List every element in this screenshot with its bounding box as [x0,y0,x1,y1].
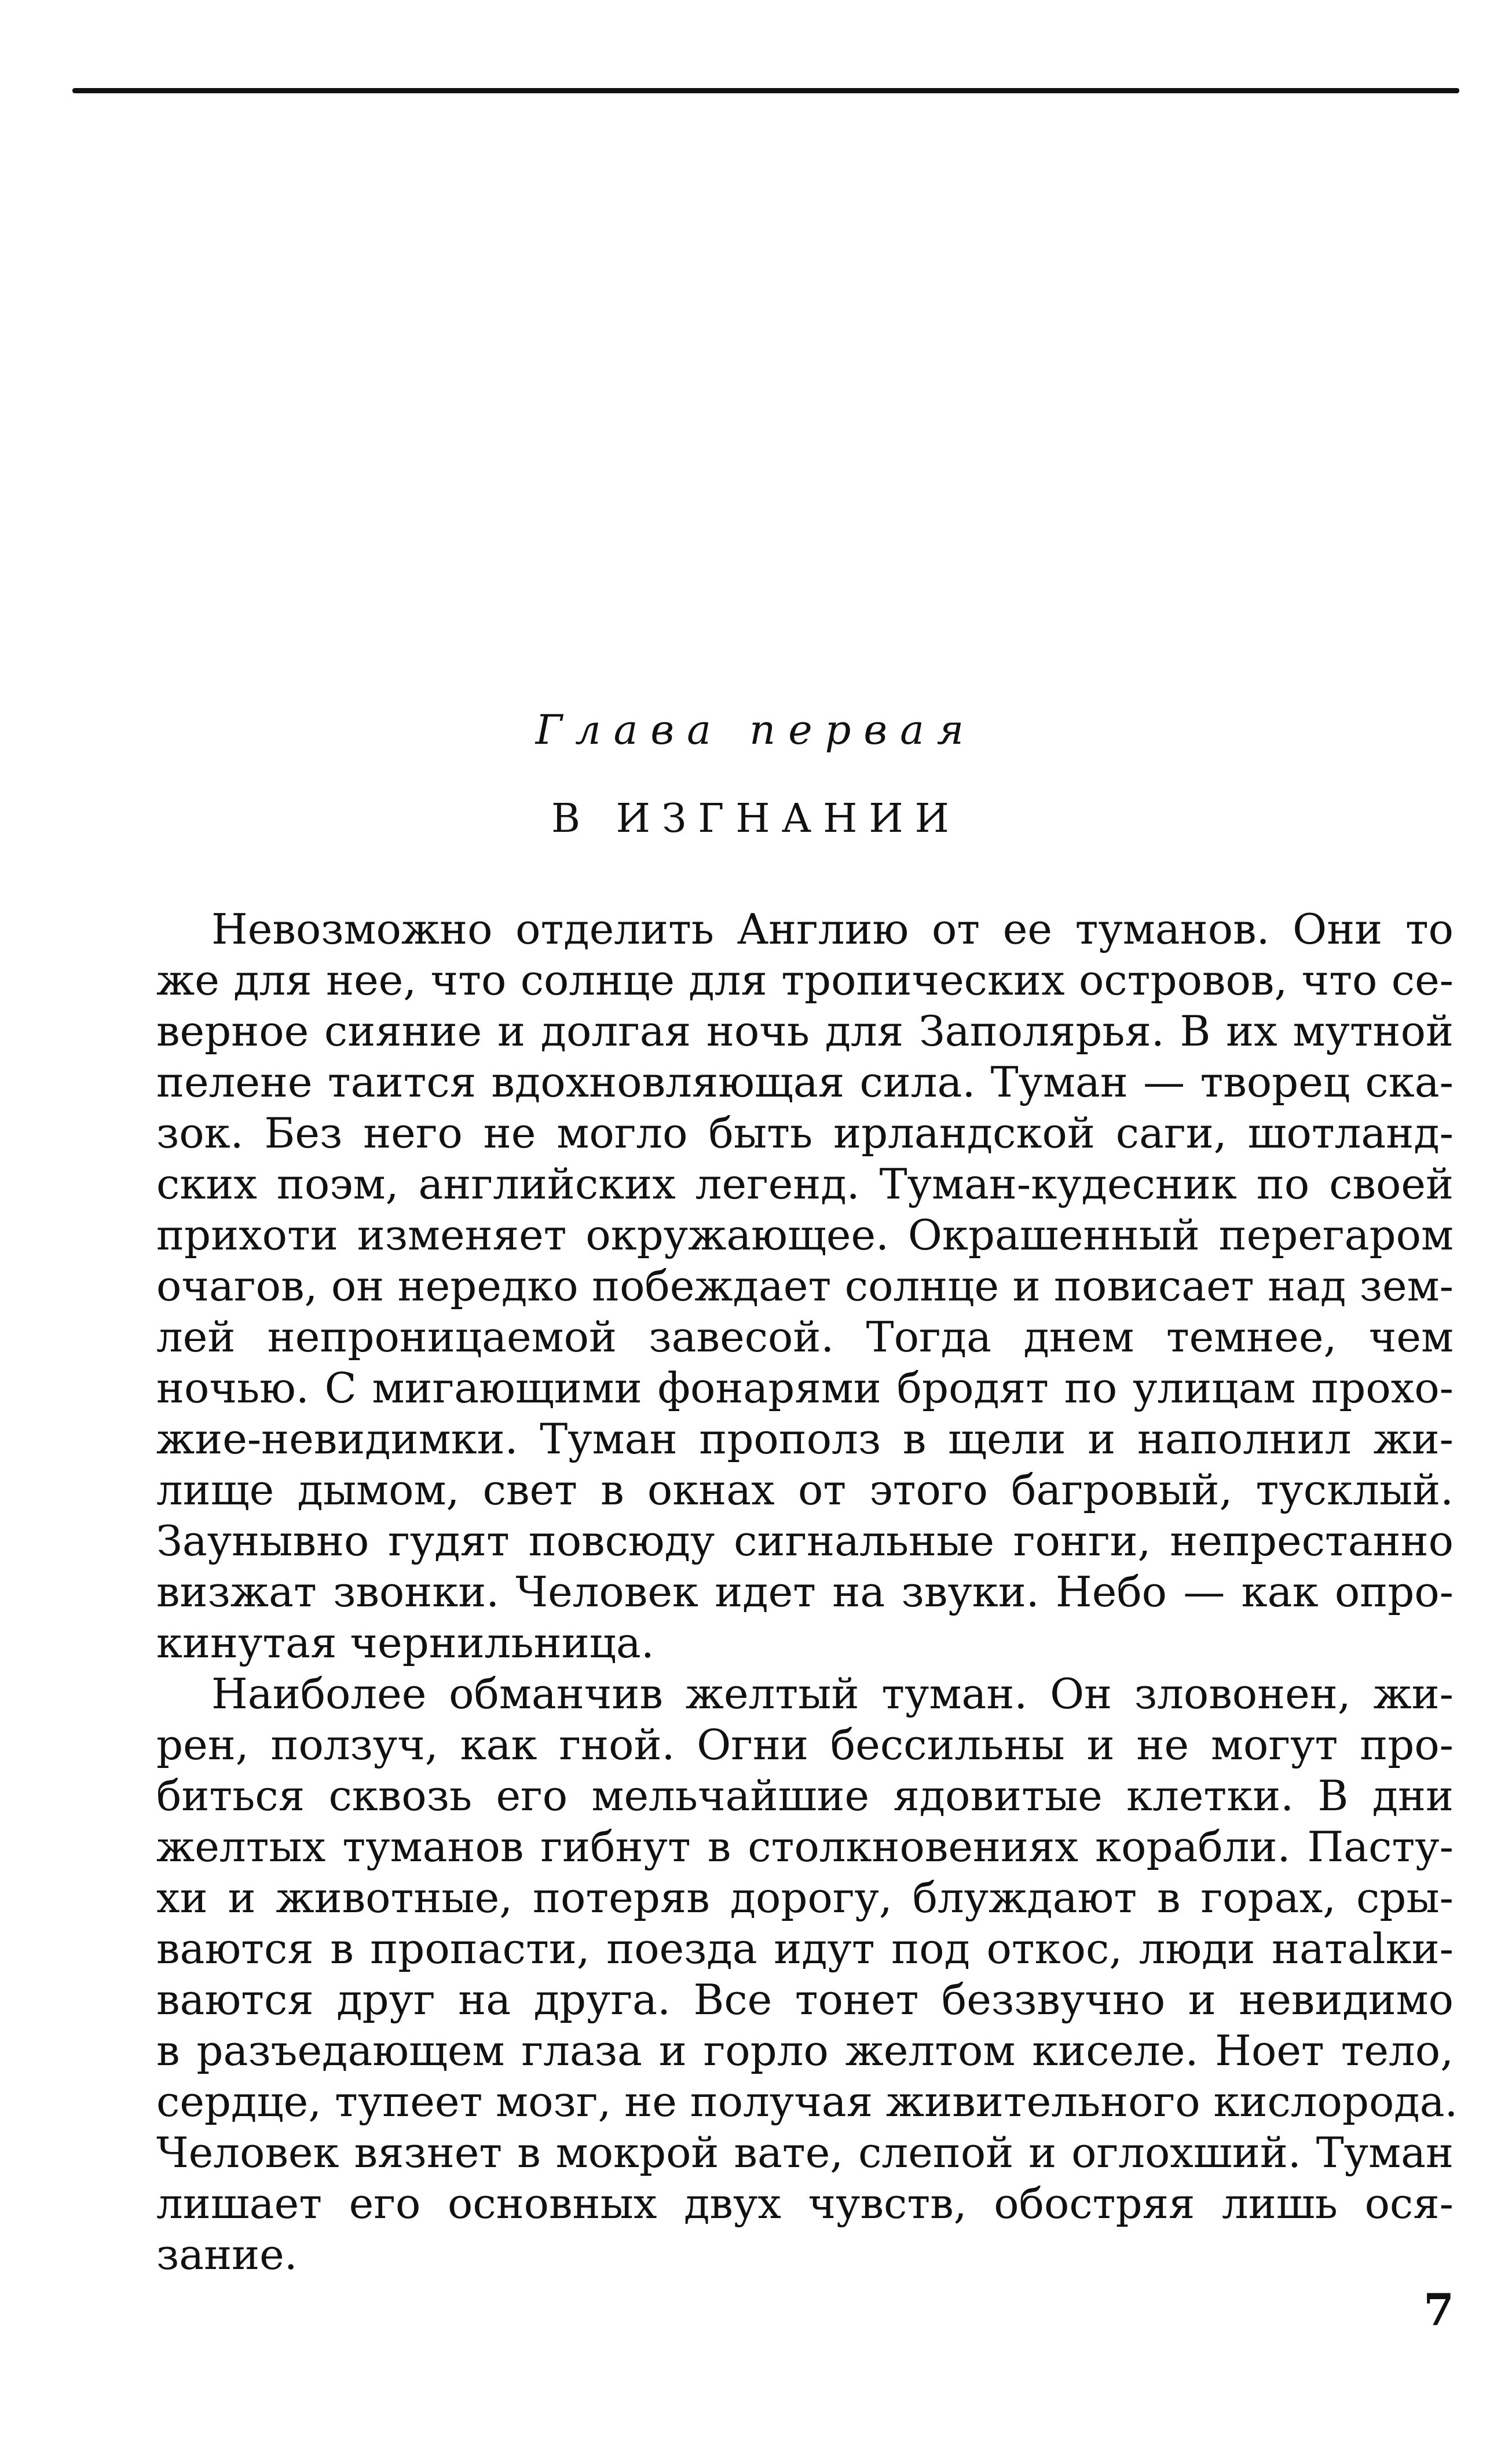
text-line: жие-невидимки. Туман прополз в щели и наполнил жи- [156,1415,1454,1463]
text-line: сердце, тупеет мозг, не получая живительного кислорода. [156,2077,1458,2126]
text-line: Наиболее обманчив желтый туман. Он зловонен, жи- [211,1669,1454,1718]
body-text [156,904,1458,2280]
text-line: ваются друг на друга. Все тонет беззвучно и невидимо [156,1975,1454,2024]
text-line: Заунывно гудят повсюду сигнальные гонги, непрестанно [156,1517,1454,1565]
text-line: зание. [156,2230,298,2279]
page-number: 7 [1423,2284,1454,2336]
text-line: кинутая чернильница. [156,1618,654,1667]
text-line: лей непроницаемой завесой. Тогда днем темнее, чем [156,1313,1454,1361]
text-line: визжат звонки. Человек идет на звуки. Небо — как опро- [156,1568,1454,1616]
text-line: хи и животные, потеряв дорогу, блуждают в горах, сры- [156,1873,1454,1922]
text-line: пелене таится вдохновляющая сила. Туман — творец ска- [156,1058,1454,1106]
text-line: ночью. С мигающими фонарями бродят по улицам прохо- [156,1364,1454,1412]
text-line: Человек вязнет в мокрой вате, слепой и оглохший. Туман [156,2128,1454,2177]
chapter-label: Глава первая [535,706,977,754]
text-line: ских поэм, английских легенд. Туман-кудесник по своей [156,1160,1454,1208]
chapter-title: В ИЗГНАНИИ [551,796,961,842]
text-line: биться сквозь его мельчайшие ядовитые клетки. В дни [156,1771,1454,1820]
text-line: рен, ползуч, как гной. Огни бессильны и не могут про- [156,1720,1454,1769]
text-line: верное сияние и долгая ночь для Заполярья. В их мутной [156,1007,1454,1055]
text-line: лище дымом, свет в окнах от этого багровый, тусклый. [156,1466,1454,1514]
text-line: Невозможно отделить Англию от ее туманов. Они то [211,905,1454,953]
text-line: же для нее, что солнце для тропических островов, что се- [156,956,1454,1004]
top-rule [72,88,1459,93]
text-line: прихоти изменяет окружающее. Окрашенный перегаром [156,1211,1454,1259]
text-line: желтых туманов гибнут в столкновениях корабли. Пасту- [156,1822,1454,1871]
text-line: в разъедающем глаза и горло желтом киселе. Ноет тело, [156,2026,1454,2075]
text-line: лишает его основных двух чувств, обостряя лишь ося- [156,2179,1454,2228]
text-line: ваются в пропасти, поезда идут под откос, люди натalки- [156,1924,1454,1973]
text-line: зок. Без него не могло быть ирландской саги, шотланд- [156,1109,1454,1157]
text-line: очагов, он нередко побеждает солнце и повисает над зем- [156,1262,1454,1310]
